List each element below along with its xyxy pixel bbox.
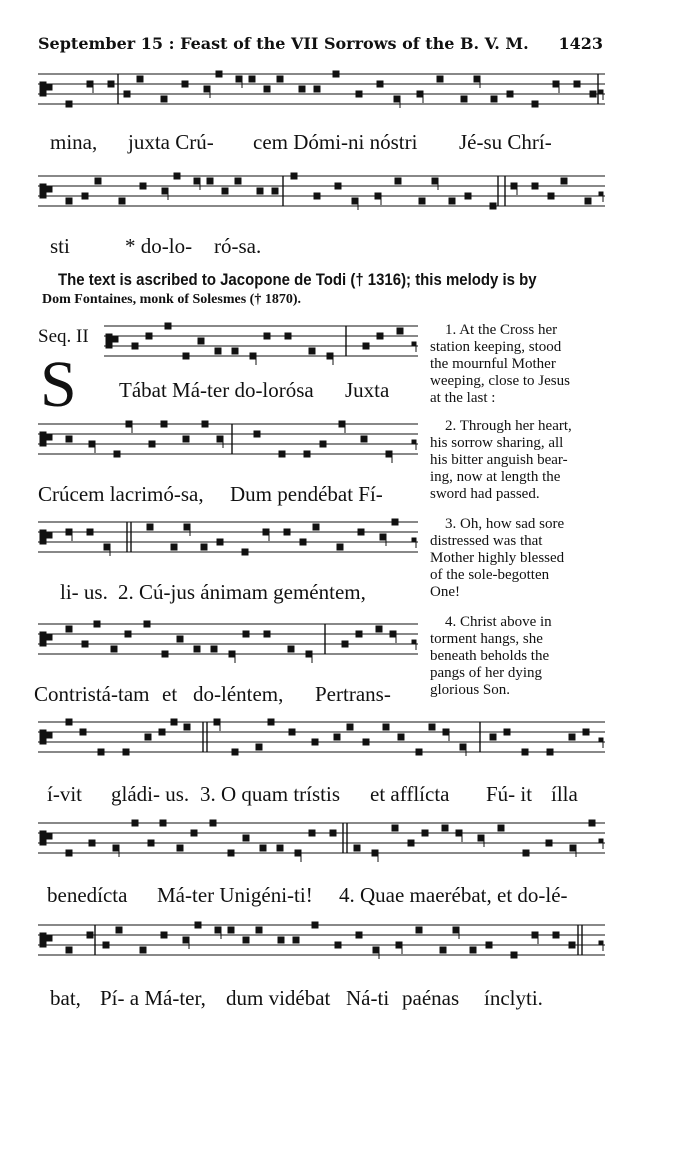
lyric-word: ínclyti. <box>484 986 543 1010</box>
translation-line: at the last : <box>430 390 496 406</box>
lyric-line-4 <box>0 482 383 557</box>
translation-stanza-1 <box>430 322 605 407</box>
translation-line: pangs of her dying <box>430 665 543 681</box>
translation-line: distressed was that <box>430 533 543 549</box>
lyric-word: mina, <box>50 130 98 154</box>
lyric-line-9 <box>0 986 543 1161</box>
translation-line: his sorrow sharing, all <box>430 435 564 451</box>
lyric-word: Jé-su Chrí- <box>459 130 552 154</box>
lyric-word: cem Dómi-ni nóstri <box>253 130 418 154</box>
translation-line: glorious Son. <box>430 682 511 698</box>
attribution-line-2: Dom Fontaines, monk of Solesmes († 1870). <box>42 292 301 307</box>
lyric-word: bat, <box>50 986 81 1010</box>
translation-line: the mournful Mother <box>430 356 556 372</box>
lyric-word: benedícta <box>47 883 128 907</box>
translation-text: Oh, how sad sore <box>460 516 565 532</box>
lyric-word: Pertrans- <box>315 682 391 706</box>
lyric-word: gládi- us. <box>111 782 190 806</box>
lyric-word: do-léntem, <box>193 682 284 706</box>
lyric-word: Má-ter Unigéni-ti! <box>157 883 313 907</box>
lyric-word: et <box>162 682 178 706</box>
translation-line: station keeping, stood <box>430 339 562 355</box>
translation-line: sword had passed. <box>430 486 540 502</box>
lyric-word: et afflícta <box>370 782 450 806</box>
lyric-word: 3. O quam trístis <box>200 782 340 806</box>
translation-line <box>430 614 605 631</box>
lyric-line-3 <box>0 378 390 453</box>
lyric-word: Dum pendébat Fí- <box>230 482 383 506</box>
stanza-number: 3. <box>445 516 457 532</box>
lyric-word: ílla <box>551 782 578 806</box>
lyric-word: juxta Crú- <box>128 130 214 154</box>
page-number: 1423 <box>558 34 603 53</box>
attribution-line-1: The text is ascribed to Jacopone de Todi († 1316); this melody is by <box>58 270 537 289</box>
translation-line: beneath beholds the <box>430 648 550 664</box>
translation-line: ing, now at length the <box>430 469 561 485</box>
lyric-word: dum vidébat <box>226 986 331 1010</box>
lyric-line-8 <box>0 883 568 983</box>
translation-line: Mother highly blessed <box>430 550 565 566</box>
lyric-word: ró-sa. <box>214 234 262 258</box>
translation-stanza-3 <box>430 516 605 601</box>
translation-line: weeping, close to Jesus <box>430 373 570 389</box>
lyric-word: * do-lo- <box>125 234 193 258</box>
initial-letter: S <box>40 348 77 421</box>
stanza-number: 2. <box>445 418 457 434</box>
lyric-word: paénas <box>402 986 460 1010</box>
stanza-number: 4. <box>445 614 457 630</box>
translation-line: of the sole-begotten <box>430 567 550 583</box>
lyric-word: í-vit <box>47 782 82 806</box>
sequence-label: Seq. II <box>38 326 89 347</box>
lyric-word: Fú- it <box>486 782 533 806</box>
lyric-word: 2. Cú-jus ánimam geméntem, <box>118 580 366 604</box>
lyric-word: Crúcem lacrimó-sa, <box>38 482 204 506</box>
translation-text: At the Cross her <box>459 322 558 338</box>
translation-line: One! <box>430 584 460 600</box>
lyric-word: 4. Quae maerébat, et do-lé- <box>339 883 568 907</box>
lyric-word: Juxta <box>345 378 390 402</box>
translation-stanza-4 <box>430 614 605 699</box>
stanza-number: 1. <box>445 322 457 338</box>
lyric-word: Tábat Má-ter do-lorósa <box>119 378 314 402</box>
translation-line <box>430 516 605 533</box>
lyric-word: li- us. <box>60 580 108 604</box>
translation-line: torment hangs, she <box>430 631 543 647</box>
lyric-line-5 <box>0 580 366 655</box>
lyric-word: sti <box>50 234 70 258</box>
lyric-word: Contristá-tam <box>34 682 150 706</box>
lyric-word: Pí- a Má-ter, <box>100 986 206 1010</box>
translation-text: Christ above in <box>460 614 552 630</box>
lyric-word: Ná-ti <box>346 986 390 1010</box>
translation-line <box>430 418 605 435</box>
translation-stanza-2 <box>430 418 605 503</box>
translation-line <box>430 322 605 339</box>
translation-text: Through her heart, <box>459 418 572 434</box>
page-title: September 15 : Feast of the VII Sorrows of the B. V. M. <box>38 34 529 53</box>
translation-line: his bitter anguish bear- <box>430 452 568 468</box>
